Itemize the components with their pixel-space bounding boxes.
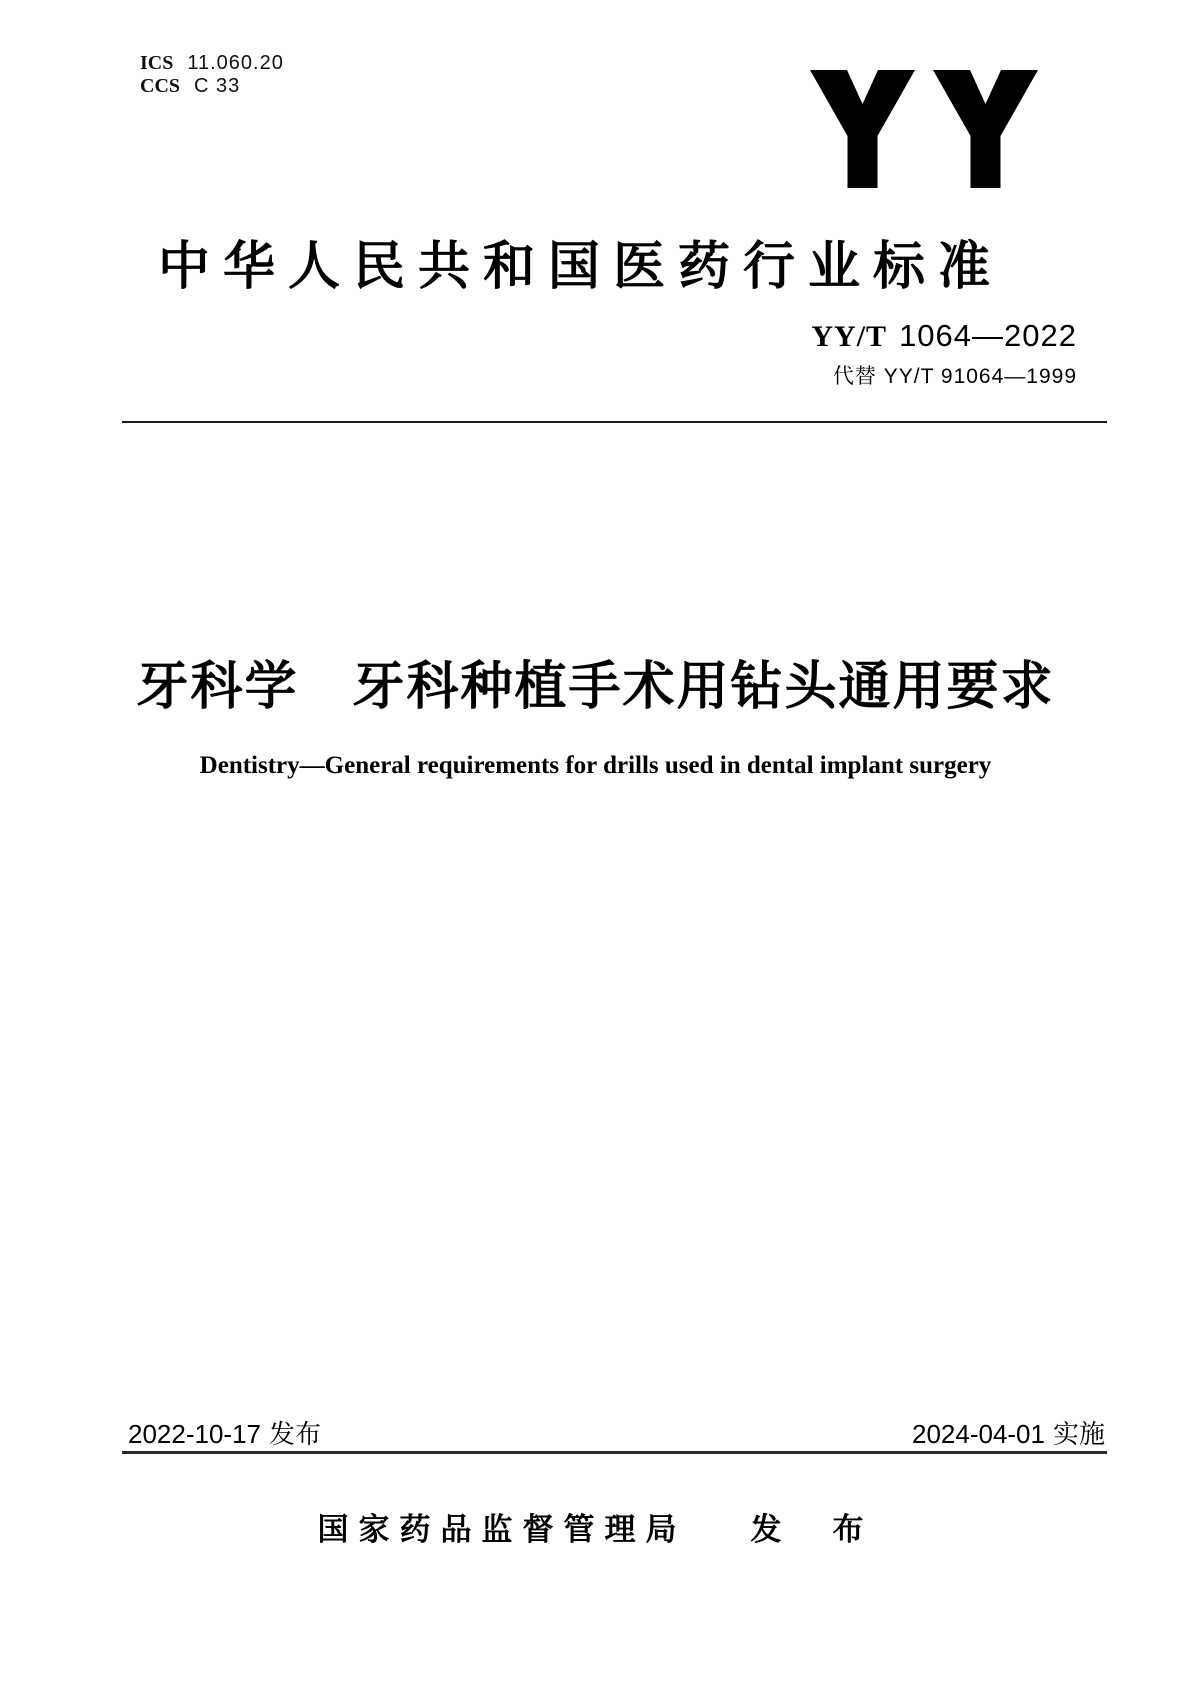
- classification-codes: [140, 52, 284, 98]
- standard-number: [811, 318, 1077, 354]
- release-date-label: 发布: [269, 1419, 322, 1449]
- implementation-date-line: [912, 1414, 1105, 1451]
- document-title-english: Dentistry—General requirements for drills used in dental implant surgery: [199, 752, 992, 779]
- standard-number-code: 1064—2022: [899, 318, 1077, 353]
- ics-line: [140, 52, 284, 75]
- publisher-line: [0, 1504, 1191, 1549]
- ccs-label: CCS: [140, 75, 181, 97]
- yy-logo-text: [810, 188, 811, 189]
- ccs-line: [140, 75, 284, 98]
- implementation-date: 2024-04-01: [911, 1419, 1045, 1449]
- release-date-line: [128, 1414, 321, 1451]
- standard-number-prefix: YY/T: [811, 320, 888, 353]
- document-title-chinese: 牙科学 牙科种植手术用钻头通用要求: [136, 658, 1055, 716]
- header-divider-line: [122, 421, 1107, 423]
- ics-label: ICS: [140, 52, 174, 74]
- release-date: 2022-10-17: [128, 1419, 261, 1449]
- implementation-date-label: 实施: [1052, 1419, 1105, 1449]
- organization-standard-title: 中华人民共和国医药行业标准: [158, 239, 1004, 296]
- ccs-value: C 33: [194, 75, 241, 97]
- footer-divider-line: [122, 1451, 1107, 1454]
- publisher-action-label: 发 布: [750, 1512, 874, 1547]
- ics-value: 11.060.20: [187, 52, 284, 74]
- yy-logo: [810, 70, 1038, 188]
- replaced-standard-note: 代替 YY/T 91064—1999: [832, 365, 1077, 388]
- publisher-name: 国家药品监督管理局: [317, 1512, 687, 1547]
- yy-logo-graphic: [810, 70, 1038, 188]
